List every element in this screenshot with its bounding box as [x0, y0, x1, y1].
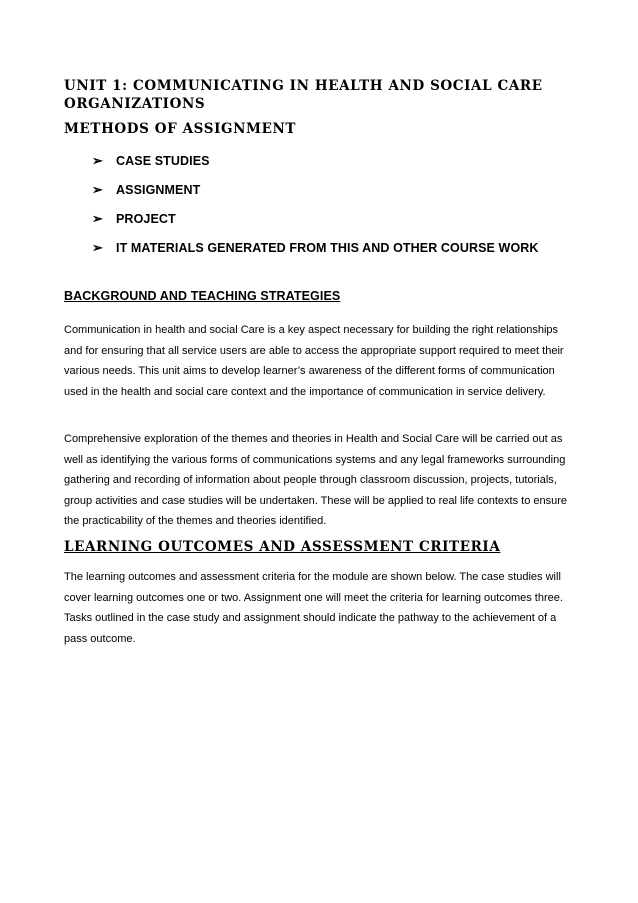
arrow-bullet-icon: ➢: [92, 153, 103, 168]
outcomes-title: LEARNING OUTCOMES AND ASSESSMENT CRITERIA: [64, 539, 501, 555]
background-title: BACKGROUND AND TEACHING STRATEGIES: [64, 289, 341, 303]
list-item-label: ASSIGNMENT: [116, 183, 201, 197]
arrow-bullet-icon: ➢: [92, 211, 103, 226]
list-item-label: PROJECT: [116, 212, 176, 226]
arrow-bullet-icon: ➢: [92, 240, 103, 255]
list-item: [92, 233, 539, 262]
list-item-label: IT MATERIALS GENERATED FROM THIS AND OTHER COURSE WORK: [116, 241, 539, 255]
list-item: [92, 204, 539, 233]
list-item: [92, 146, 539, 175]
unit-title: UNIT 1: COMMUNICATING IN HEALTH AND SOCIAL CARE ORGANIZATIONS: [64, 78, 543, 112]
background-paragraph-2: Comprehensive exploration of the themes and theories in Health and Social Care will be carried out as well as identifying the various forms of communications systems and any legal frameworks surrounding gathering and recording of information about people through classroom discussion, projects, tutorials, group activities and case studies will be undertaken. These will be applied to real life contexts to ensure the practicability of the themes and theories identified.: [64, 433, 568, 527]
background-paragraph-1: Communication in health and social Care is a key aspect necessary for building the right relationships and for ensuring that all service users are able to access the appropriate support required to meet their various needs. This unit aims to develop learner’s awareness of the different forms of communication used in the health and social care context and the importance of communication in service delivery.: [64, 324, 564, 398]
list-item-label: CASE STUDIES: [116, 154, 210, 168]
arrow-bullet-icon: ➢: [92, 182, 103, 197]
list-item: [92, 175, 539, 204]
outcomes-paragraph: The learning outcomes and assessment criteria for the module are shown below. The case studies will cover learning outcomes one or two. Assignment one will meet the criteria for learning outcomes three. Tasks outlined in the case study and assignment should indicate the pathway to the achievement of a pass outcome.: [64, 571, 563, 645]
methods-list: [92, 146, 539, 262]
methods-title: METHODS OF ASSIGNMENT: [64, 121, 297, 137]
